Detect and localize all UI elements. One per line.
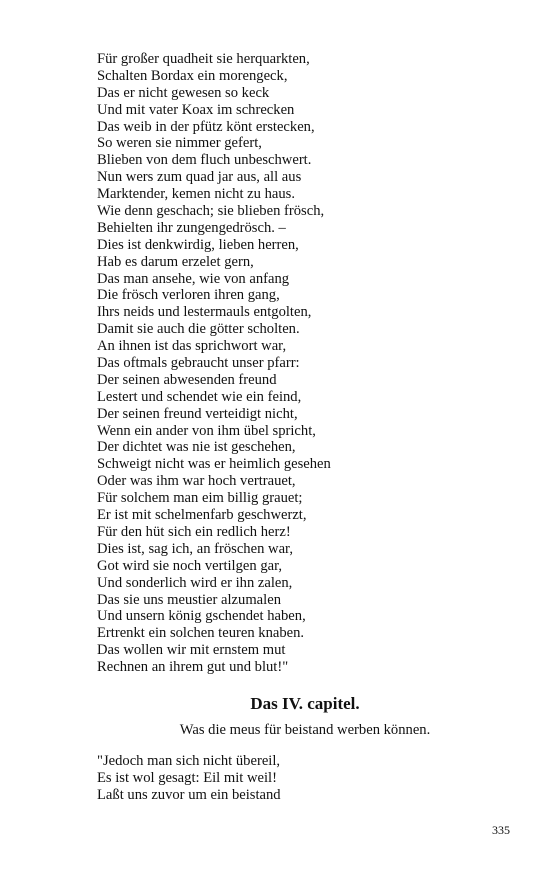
verse-line: Und sonderlich wird er ihn zalen, [97,574,293,591]
verse-line: Und mit vater Koax im schrecken [97,101,295,118]
verse-line: Schalten Bordax ein morengeck, [97,67,288,84]
verse-line: Das weib in der pfütz könt erstecken, [97,118,315,135]
verse-line: Für großer quadheit sie herquarkten, [97,51,310,67]
verse-line: Dies ist denkwirdig, lieben herren, [97,236,299,253]
verse-line: "Jedoch man sich nicht übereil, [97,753,281,769]
verse-line: Laßt uns zuvor um ein beistand [97,786,281,803]
verse-line: Blieben von dem fluch unbeschwert. [97,152,312,169]
verse-line: Der seinen abwesenden freund [97,371,277,388]
verse-line: Ihrs neids und lestermauls entgolten, [97,304,312,321]
verse-line: Für solchem man eim billig grauet; [97,490,303,507]
verse-line: Marktender, kemen nicht zu haus. [97,186,295,203]
chapter-subtitle: Was die meus für beistand werben können. [179,722,431,738]
verse-line: Für den hüt sich ein redlich herz! [97,523,291,540]
verse-line: Lestert und schendet wie ein feind, [97,388,302,405]
verse-line: Rechnen an ihrem gut und blut!" [97,659,289,676]
verse-line: Das man ansehe, wie von anfang [97,270,290,287]
verse-line: Und unsern könig gschendet haben, [97,608,306,625]
verse-line: Dies ist, sag ich, an fröschen war, [97,540,293,557]
verse-line: Behielten ihr zungengedrösch. – [97,219,286,236]
verse-line: Das er nicht gewesen so keck [97,84,270,101]
verse-block-2 [97,753,281,804]
verse-line: Wenn ein ander von ihm übel spricht, [97,422,316,439]
chapter-title: Das IV. capitel. [250,694,360,713]
verse-line: Ertrenkt ein solchen teuren knaben. [97,625,305,642]
verse-line: Hab es darum erzelet gern, [97,253,254,270]
verse-line: Schweigt nicht was er heimlich gesehen [97,456,331,473]
page-number: 335 [492,823,510,837]
verse-line: So weren sie nimmer gefert, [97,135,262,152]
verse-line: An ihnen ist das sprichwort war, [97,338,287,355]
verse-line: Die frösch verloren ihren gang, [97,287,280,304]
verse-line: Got wird sie noch vertilgen gar, [97,557,283,574]
verse-line: Der dichtet was nie ist geschehen, [97,439,296,456]
verse-block [97,51,331,676]
verse-line: Das oftmals gebraucht unser pfarr: [97,355,300,372]
verse-line: Das sie uns meustier alzumalen [97,591,281,608]
verse-line: Er ist mit schelmenfarb geschwerzt, [97,507,307,524]
verse-line: Damit sie auch die götter scholten. [97,321,300,338]
verse-line: Oder was ihm war hoch vertrauet, [97,473,296,490]
verse-line: Wie denn geschach; sie blieben frösch, [97,203,325,220]
verse-line: Der seinen freund verteidigt nicht, [97,405,298,422]
verse-line: Nun wers zum quad jar aus, all aus [97,169,302,186]
verse-line: Es ist wol gesagt: Eil mit weil! [97,769,277,786]
verse-line: Das wollen wir mit ernstem mut [97,642,286,659]
